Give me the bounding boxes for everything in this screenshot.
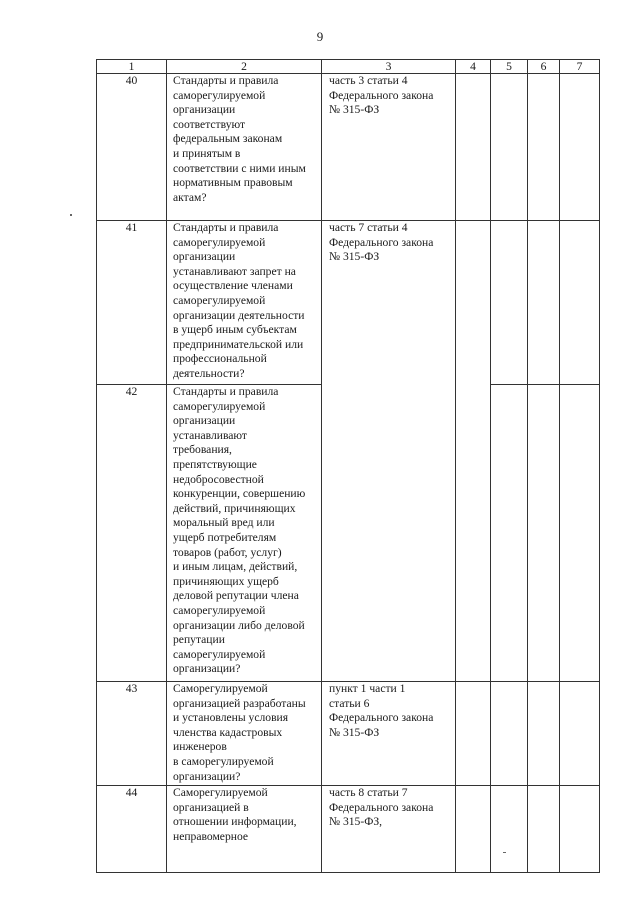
requirement-cell: Стандарты и правила саморегулируемой организации устанавливают запрет на осуществление членами саморегулируемой организации деятельности в ущерб иным субъектам предпринимательской или профессиональной деятельности? — [167, 221, 322, 385]
column-header: 1 — [97, 60, 167, 74]
empty-cell — [491, 385, 528, 682]
column-header: 4 — [456, 60, 491, 74]
legal-reference-cell: пункт 1 части 1 статьи 6 Федерального закона № 315-ФЗ — [322, 682, 456, 786]
table-row — [97, 786, 600, 873]
row-number: 41 — [97, 221, 167, 385]
empty-cell — [491, 786, 528, 873]
row-number: 42 — [97, 385, 167, 682]
requirement-cell: Стандарты и правила саморегулируемой организации соответствуют федеральным законам и принятым в соответствии с ними иным нормативным правовым актам? — [167, 74, 322, 221]
legal-reference-cell: часть 7 статьи 4 Федерального закона № 315-ФЗ — [322, 221, 456, 682]
empty-cell — [456, 682, 491, 786]
legal-reference-cell: часть 8 статьи 7 Федерального закона № 315-ФЗ, — [322, 786, 456, 873]
empty-cell — [456, 786, 491, 873]
column-header: 5 — [491, 60, 528, 74]
scan-speck — [70, 214, 72, 216]
legal-reference-cell: часть 3 статьи 4 Федерального закона № 315-ФЗ — [322, 74, 456, 221]
empty-cell — [528, 221, 560, 385]
empty-cell — [528, 786, 560, 873]
empty-cell — [491, 682, 528, 786]
row-number: 40 — [97, 74, 167, 221]
empty-cell — [560, 786, 600, 873]
empty-cell — [456, 221, 491, 682]
empty-cell — [560, 221, 600, 385]
column-header: 3 — [322, 60, 456, 74]
empty-cell — [491, 221, 528, 385]
table-row — [97, 74, 600, 221]
requirement-cell: Саморегулируемой организацией разработаны и установлены условия членства кадастровых инженеров в саморегулируемой организации? — [167, 682, 322, 786]
empty-cell — [528, 682, 560, 786]
row-number: 44 — [97, 786, 167, 873]
table-row — [97, 221, 600, 385]
empty-cell — [560, 682, 600, 786]
scan-speck — [503, 852, 506, 853]
column-header: 6 — [528, 60, 560, 74]
checklist-table — [96, 59, 600, 873]
empty-cell — [456, 74, 491, 221]
page-number: 9 — [316, 29, 324, 44]
table-row — [97, 682, 600, 786]
empty-cell — [491, 74, 528, 221]
row-number: 43 — [97, 682, 167, 786]
column-header: 2 — [167, 60, 322, 74]
empty-cell — [528, 74, 560, 221]
empty-cell — [560, 74, 600, 221]
requirement-cell: Стандарты и правила саморегулируемой организации устанавливают требования, препятствующие недобросовестной конкуренции, совершению действий, причиняющих моральный вред или ущерб потребителям товаров (работ, услуг) и иным лицам, действий, причиняющих ущерб деловой репутации члена саморегулируемой организации либо деловой репутации саморегулируемой организации? — [167, 385, 322, 682]
requirement-cell: Саморегулируемой организацией в отношении информации, неправомерное — [167, 786, 322, 873]
empty-cell — [560, 385, 600, 682]
empty-cell — [528, 385, 560, 682]
column-header: 7 — [560, 60, 600, 74]
header-row — [97, 60, 600, 74]
